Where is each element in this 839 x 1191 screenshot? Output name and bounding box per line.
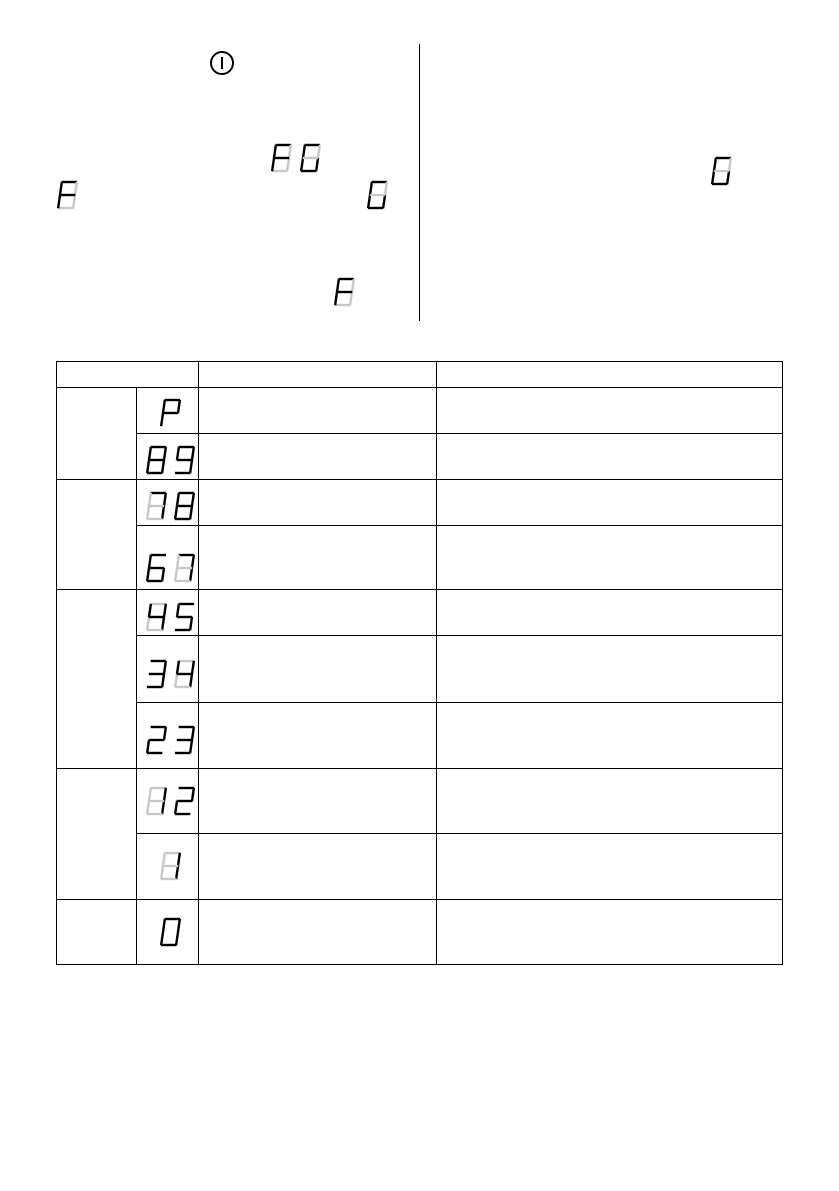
display-glyph-g — [299, 143, 323, 173]
table-row-display — [173, 786, 197, 816]
table-row-display — [145, 491, 169, 521]
table-row-display — [159, 398, 183, 428]
table-row-display — [173, 445, 197, 475]
table-row-display — [159, 851, 183, 881]
table-row-display — [145, 553, 169, 583]
table-row-display — [173, 553, 197, 583]
display-glyph-f — [270, 143, 294, 173]
column-divider — [419, 44, 420, 321]
table-row-display — [173, 491, 197, 521]
display-glyph-f — [56, 180, 80, 210]
display-glyph-g — [710, 156, 734, 186]
table-row-display — [145, 786, 169, 816]
display-glyph-f — [333, 277, 357, 307]
table-row-display — [173, 725, 197, 755]
table-row-display — [173, 659, 197, 689]
table-row-display — [145, 602, 169, 632]
power-icon — [209, 50, 235, 76]
display-glyph-g — [366, 180, 390, 210]
table-row-display — [145, 725, 169, 755]
heat-setting-table — [56, 361, 783, 965]
table-row-display — [145, 445, 169, 475]
table-row-display — [159, 917, 183, 947]
table-row-display — [173, 602, 197, 632]
table-row-display — [145, 659, 169, 689]
